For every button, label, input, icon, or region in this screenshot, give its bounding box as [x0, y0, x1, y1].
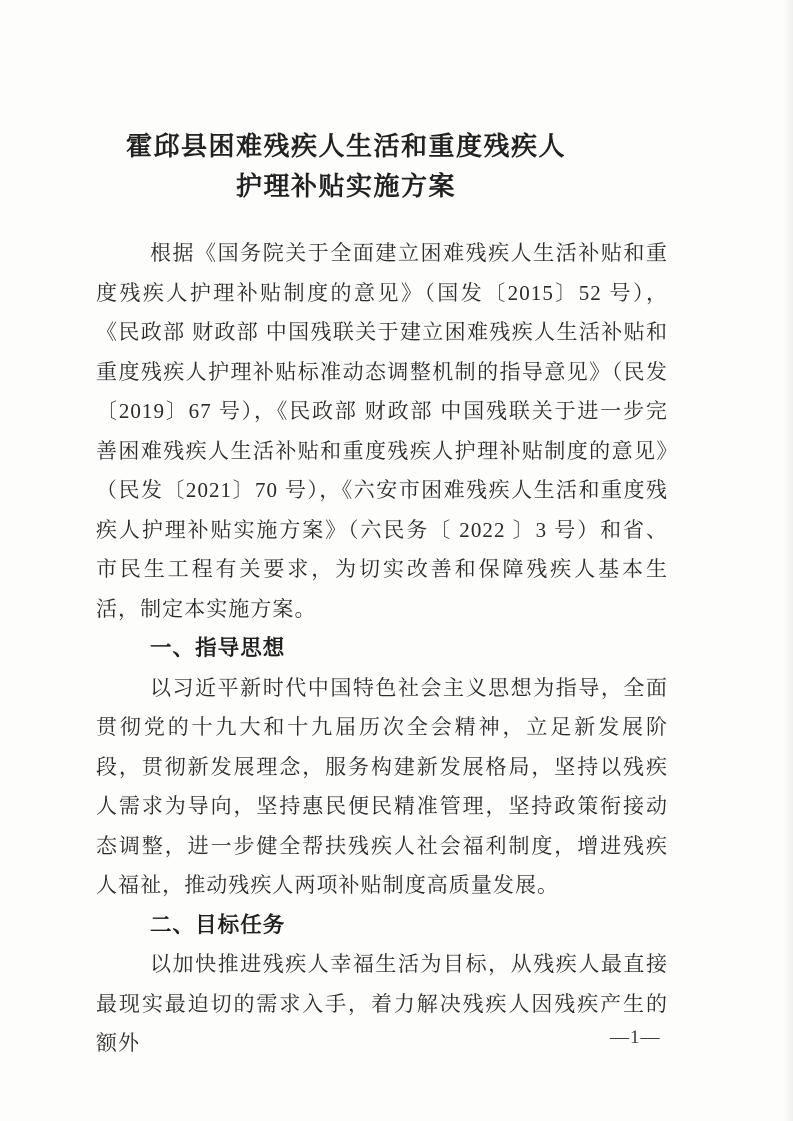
document-title — [60, 126, 632, 206]
document-title-line-1: 霍邱县困难残疾人生活和重度残疾人 — [125, 131, 566, 161]
heading-guiding-ideology: 一、指导思想 — [150, 636, 286, 660]
heading-goals-tasks: 二、目标任务 — [150, 912, 286, 937]
page-number: —1— — [610, 1027, 661, 1048]
document-body — [96, 234, 668, 1064]
document-title-line-2: 护理补贴实施方案 — [235, 171, 456, 201]
paragraph-guiding-ideology: 以习近平新时代中国特色社会主义思想为指导，全面贯彻党的十九大和十九届历次全会精神，立足新发展阶段，贯彻新发展理念，服务构建新发展格局，坚持以残疾人需求为导向，坚持惠民便民精准管理，坚持政策衔接动态调整，进一步健全帮扶残疾人社会福利制度，增进残疾人福祉，推动残疾人两项补贴制度高质量发展。 — [96, 675, 668, 897]
paragraph-legal-basis: 根据《国务院关于全面建立困难残疾人生活补贴和重度残疾人护理补贴制度的意见》（国发〔2015〕52 号），《民政部 财政部 中国残联关于建立困难残疾人生活补贴和重度残疾人护理补贴标准动态调整机制的指导意见》（民发〔2019〕67 号），《民政部 财政部 中国残联关于进一步完善困难残疾人生活补贴和重度残疾人护理补贴制度的意见》（民发〔2021〕70 号），《六安市困难残疾人生活和重度残疾人护理补贴实施方案》（六民务〔 2022 〕3 号）和省、市民生工程有关要求，为切实改善和保障残疾人基本生活，制定本实施方案。 — [96, 241, 668, 621]
paragraph-goals-tasks: 以加快推进残疾人幸福生活为目标，从残疾人最直接最现实最迫切的需求入手，着力解决残疾人因残疾产生的额外 — [96, 952, 668, 1055]
